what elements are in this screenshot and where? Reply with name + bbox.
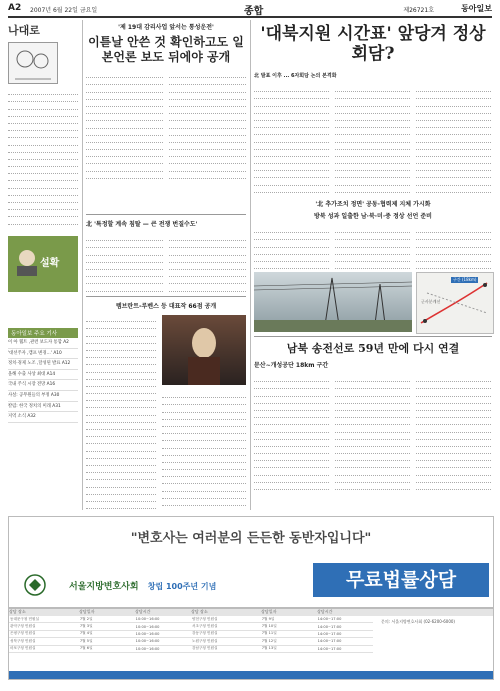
route-map bbox=[416, 272, 494, 334]
col-header: 상담시간 bbox=[135, 609, 151, 614]
cartoon-text bbox=[8, 88, 78, 230]
main-subhead2: '北 추가조치 정면' 공동·협력제 지체 가시화 bbox=[315, 201, 431, 208]
list-item[interactable]: 정치·경제 노조 ,달성된 발표 A12 bbox=[8, 359, 78, 370]
table-row bbox=[9, 630, 373, 637]
col-header: 상담일자 bbox=[261, 609, 277, 614]
cell: 14:00~17:00 bbox=[317, 630, 373, 637]
table-header bbox=[9, 609, 493, 616]
article-art-title: 템브란트-루벤스 등 대표작 66점 공개 bbox=[115, 303, 217, 310]
main-subhead3: 방북 성과 일출한 남·북·미·중 정상 선언 준비 bbox=[314, 213, 432, 220]
cell: 서초구청 민원실 bbox=[191, 623, 261, 630]
cell: 10:00~16:00 bbox=[135, 630, 191, 637]
ad-free-consult: 무료법률상담 bbox=[313, 563, 489, 597]
main-body-col1 bbox=[254, 85, 329, 193]
main-byline: 北 발표 이후 ... 6자회담 논의 본격화 bbox=[254, 73, 337, 79]
cell: 7월 5일 bbox=[79, 638, 135, 645]
left-column bbox=[8, 22, 78, 320]
main-story bbox=[254, 24, 492, 288]
cell: 10:00~16:00 bbox=[135, 638, 191, 645]
cell: 강남구청 민원실 bbox=[191, 645, 261, 652]
col-header: 상담일자 bbox=[79, 609, 95, 614]
seolhwak-box bbox=[8, 236, 78, 292]
article-body-col1 bbox=[86, 315, 156, 511]
page-number: A2 bbox=[8, 3, 22, 13]
article-art bbox=[86, 296, 246, 511]
rail-body-col3 bbox=[416, 375, 491, 495]
cell: 14:00~17:00 bbox=[317, 638, 373, 645]
issue-date: 2007년 6월 22일 금요일 bbox=[30, 7, 98, 14]
main-body-col2 bbox=[335, 85, 410, 193]
consult-schedule bbox=[8, 608, 494, 680]
cell: 관악구청 민원실 bbox=[9, 623, 79, 630]
schedule-table bbox=[9, 616, 373, 653]
cell: 7월 9일 bbox=[261, 616, 317, 623]
association-logo-icon bbox=[23, 573, 63, 597]
cell: 7월 12일 bbox=[261, 638, 317, 645]
table-note: 문의: 서울지방변호사회 (02-6200-6000) bbox=[381, 619, 455, 624]
cartoon-image bbox=[8, 42, 58, 84]
list-item[interactable]: 국내 주식 시장 전망 A16 bbox=[8, 380, 78, 391]
sidebar-list bbox=[8, 328, 78, 423]
main-headline: '대북지원 시간표' 앞당겨 정상회담? bbox=[260, 24, 486, 64]
col-header: 상담 장소 bbox=[191, 609, 208, 614]
cell: 14:00~17:00 bbox=[317, 645, 373, 652]
article-body-col2 bbox=[169, 234, 246, 292]
cell: 10:00~16:00 bbox=[135, 623, 191, 630]
cell: 7월 13일 bbox=[261, 645, 317, 652]
ad-quote: "변호사는 여러분의 든든한 동반자입니다" bbox=[130, 531, 372, 546]
map-label: 군사분계선 bbox=[421, 299, 441, 304]
painting-image bbox=[162, 315, 246, 385]
portrait-painting-icon bbox=[162, 315, 246, 385]
cell: 7월 2일 bbox=[79, 616, 135, 623]
ad-org-name: 서울지방변호사회 bbox=[69, 582, 139, 592]
rail-body-col2 bbox=[335, 375, 410, 495]
cell: 노원구청 민원실 bbox=[191, 638, 261, 645]
lawyer-ad-banner bbox=[8, 516, 494, 608]
nadae-title: 나대로 bbox=[8, 24, 40, 37]
article-body-col1 bbox=[86, 234, 163, 292]
newspaper-logo: 동아일보 bbox=[461, 4, 492, 13]
column-divider bbox=[250, 20, 251, 510]
rail-story bbox=[254, 336, 492, 495]
cell: 강동구청 민원실 bbox=[191, 630, 261, 637]
ad-anniversary: 창립 100주년 기념 bbox=[147, 582, 217, 591]
painting-caption-text bbox=[162, 391, 246, 509]
page-header bbox=[8, 2, 492, 18]
cell: 10:00~16:00 bbox=[135, 616, 191, 623]
table-row bbox=[9, 623, 373, 630]
article-body-col1 bbox=[86, 71, 163, 183]
cell: 은평구청 민원실 bbox=[9, 630, 79, 637]
cell: 10:00~16:00 bbox=[135, 645, 191, 652]
list-item[interactable]: 사설: 공무원들의 부정 A30 bbox=[8, 391, 78, 402]
main-body-col3 bbox=[416, 85, 491, 193]
ad-org bbox=[69, 579, 216, 592]
rail-headline: 남북 송전선로 59년 만에 다시 연결 bbox=[286, 342, 460, 355]
cell: 7월 10일 bbox=[261, 623, 317, 630]
rail-body-col1 bbox=[254, 375, 329, 495]
list-item[interactable]: 올해 수출 사상 최대 A14 bbox=[8, 370, 78, 381]
ad-footer-bar bbox=[9, 671, 493, 679]
issue-number: 제26721호 bbox=[403, 7, 434, 14]
rail-subhead: 문산∼개성공단 18km 구간 bbox=[254, 362, 329, 369]
list-item[interactable]: '대선주자 ,캠프 변경…' A10 bbox=[8, 349, 78, 360]
cell: 14:00~17:00 bbox=[317, 623, 373, 630]
portrait-icon bbox=[12, 246, 42, 276]
column-divider bbox=[82, 20, 83, 510]
cell: 7월 6일 bbox=[79, 645, 135, 652]
article-north bbox=[86, 214, 246, 292]
col-header: 상담시간 bbox=[317, 609, 333, 614]
article-kicker: '제 19대 감리사업 앞서는 통성운전' bbox=[118, 24, 214, 31]
list-item[interactable]: 지역 소식 A32 bbox=[8, 412, 78, 423]
article-subhead: 北 '특정할 계속 침탈 — 큰 전쟁 번질수도' bbox=[86, 221, 198, 228]
col-header: 상담 장소 bbox=[9, 609, 26, 614]
seolhwak-title: 설확 bbox=[40, 258, 60, 269]
cartoon-icon bbox=[9, 43, 57, 83]
article-headline: 이튿날 안쓴 것 확인하고도 일본언론 보도 뒤에야 공개 bbox=[88, 35, 244, 64]
list-item[interactable]: 이 아 웹트 ,관련 보도자 통합 A2 bbox=[8, 338, 78, 349]
section-title: 종합 bbox=[244, 6, 264, 17]
power-line-photo bbox=[254, 272, 412, 332]
cell: 양천구청 민원실 bbox=[191, 616, 261, 623]
table-row bbox=[9, 645, 373, 652]
cell: 14:00~17:00 bbox=[317, 616, 373, 623]
article-body-col2 bbox=[169, 71, 246, 183]
cell: 마포구청 민원실 bbox=[9, 645, 79, 652]
map-km-label: 구간 (18km) bbox=[453, 277, 477, 282]
article-kaesong bbox=[86, 22, 246, 183]
table-row bbox=[9, 638, 373, 645]
power-tower-icon bbox=[254, 272, 412, 332]
cell: 동대문구청 민원실 bbox=[9, 616, 79, 623]
cell: 7월 4일 bbox=[79, 630, 135, 637]
list-item[interactable]: 칼럼: 한국 정치의 미래 A31 bbox=[8, 402, 78, 413]
cell: 7월 11일 bbox=[261, 630, 317, 637]
sidebar-list-title: 동아일보 주요 기사 bbox=[8, 328, 78, 338]
cell: 7월 3일 bbox=[79, 623, 135, 630]
table-row bbox=[9, 616, 373, 623]
cell: 성북구청 민원실 bbox=[9, 638, 79, 645]
